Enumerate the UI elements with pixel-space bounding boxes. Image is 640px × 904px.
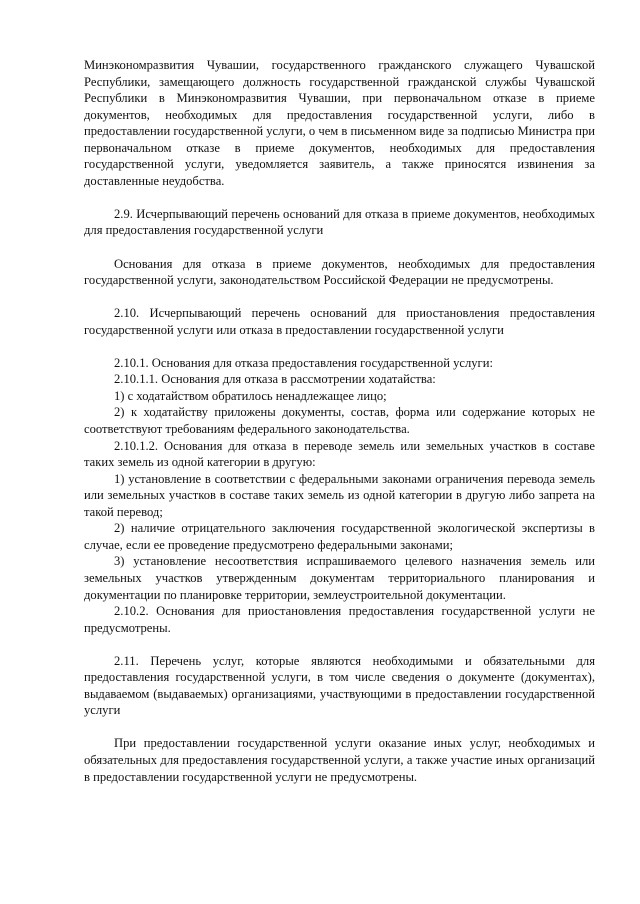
- paragraph-spacer: [84, 239, 595, 256]
- paragraph: 2.10. Исчерпывающий перечень оснований для приостановления предоставления государственной услуги или отказа в предоставлении государственной услуги: [84, 306, 595, 337]
- paragraph: 2.11. Перечень услуг, которые являются необходимыми и обязательными для предоставления государственной услуги, в том числе сведения о документе (документах), выдаваемом (выдаваемых) организациями, участвующими в предоставлении государственной услуги: [84, 653, 595, 718]
- paragraph-spacer: [84, 189, 595, 206]
- paragraph: 2.10.2. Основания для приостановления предоставления государственной услуги не предусмотрены.: [84, 604, 595, 635]
- paragraph-spacer: [84, 338, 595, 355]
- paragraph: 2.10.1.2. Основания для отказа в переводе земель или земельных участков в составе таких земель из одной категории в другую:: [84, 438, 595, 470]
- paragraph-spacer: [84, 636, 595, 653]
- paragraph: 2.10.1.1. Основания для отказа в рассмотрении ходатайства:: [114, 372, 436, 387]
- paragraph: 1) с ходатайством обратилось ненадлежащее лицо;: [114, 388, 387, 403]
- paragraph: Минэкономразвития Чувашии, государственного гражданского служащего Чувашской Республики, замещающего должность государственной гражданской службы Чувашской Республики в Минэкономразвития Чувашии, при первоначальном отказе в приеме документов, необходимых для предоставления государственной услуги, либо в предоставлении государственной услуги, о чем в письменном виде за подписью Министра при первоначальном отказе в приеме документов, необходимых для предоставления государственной услуги, уведомляется заявитель, а также приносятся извинения за доставленные неудобства.: [84, 58, 595, 188]
- paragraph-spacer: [84, 289, 595, 306]
- paragraph: 2) наличие отрицательного заключения государственной экологической экспертизы в случае, если ее проведение предусмотрено федеральными законами;: [84, 521, 595, 552]
- paragraph: При предоставлении государственной услуги оказание иных услуг, необходимых и обязательных для предоставления государственной услуги, а также участие иных организаций в предоставлении государственной услуги не предусмотрены.: [84, 736, 595, 784]
- document-page: [84, 57, 595, 785]
- paragraph: 2.10.1. Основания для отказа предоставления государственной услуги:: [114, 355, 493, 370]
- paragraph: 2.9. Исчерпывающий перечень оснований для отказа в приеме документов, необходимых для предоставления государственной услуги: [84, 206, 595, 238]
- paragraph-spacer: [84, 719, 595, 736]
- paragraph: 2) к ходатайству приложены документы, состав, форма или содержание которых не соответствуют требованиям федерального законодательства.: [84, 405, 595, 437]
- paragraph: Основания для отказа в приеме документов, необходимых для предоставления государственной услуги, законодательством Российской Федерации не предусмотрены.: [84, 256, 595, 288]
- paragraph: 3) установление несоответствия испрашиваемого целевого назначения земель или земельных участков утвержденным документам территориального планирования и документации по планировке территории, землеустроительной документации.: [84, 554, 595, 602]
- paragraph: 1) установление в соответствии с федеральными законами ограничения перевода земель или земельных участков в составе таких земель из одной категории в другую либо запрета на такой перевод;: [84, 471, 595, 519]
